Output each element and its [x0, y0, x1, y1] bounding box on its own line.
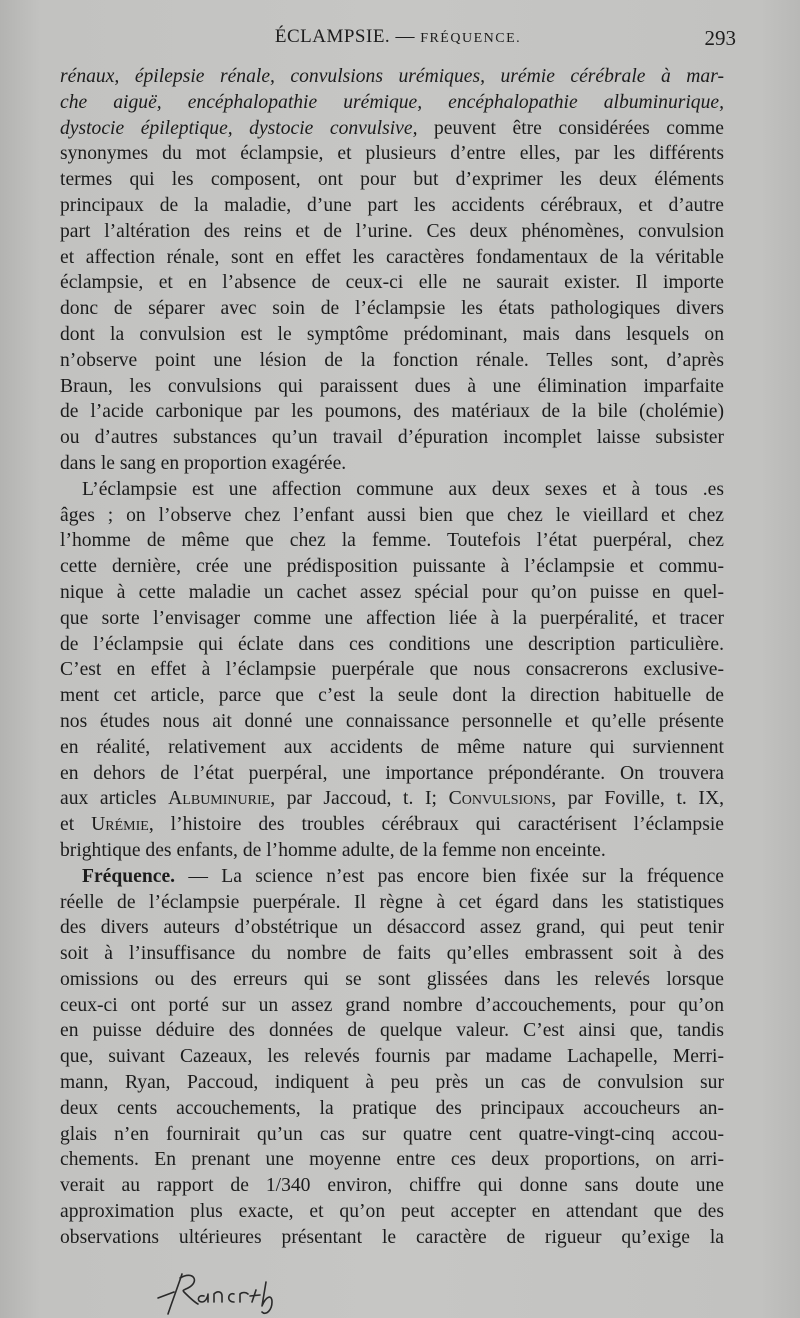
text-line: réelle de l’éclampsie puerpérale. Il règne à cet égard dans les statistiques — [60, 891, 724, 913]
text-line: de l’acide carbonique par les poumons, des matériaux de la bile (cholémie) — [60, 401, 724, 423]
running-header — [60, 26, 736, 56]
text-line: en puisse déduire des données de quelque valeur. C’est ainsi que, tandis — [60, 1020, 724, 1042]
article-reference: Urémie — [91, 814, 149, 836]
text-line: et Urémie, l’histoire des troubles cérébraux qui caractérisent l’éclampsie — [60, 814, 724, 836]
section-heading: Fréquence. — [82, 865, 176, 887]
text-line: synonymes du mot éclampsie, et plusieurs d’entre elles, par les différents — [60, 143, 724, 165]
text-line: des divers auteurs d’obstétrique un désaccord assez grand, qui peut tenir — [60, 917, 724, 939]
text-line: dans le sang en proportion exagérée. — [60, 452, 347, 474]
text-line: en dehors de l’état puerpéral, une importance prépondérante. On trouvera — [60, 762, 724, 784]
text-line: termes qui les composent, ont pour but d’exprimer les deux éléments — [60, 169, 724, 191]
text-line: mann, Ryan, Paccoud, indiquent à peu près un cas de convulsion sur — [60, 1072, 724, 1094]
text-line: ceux-ci ont porté sur un assez grand nombre d’accouchements, pour qu’on — [60, 994, 724, 1016]
text-line: observations ultérieures présentant le caractère de rigueur qu’exige la — [60, 1226, 724, 1248]
text-line: glais n’en fournirait qu’un cas sur quatre cent quatre-vingt-cinq accou- — [60, 1123, 724, 1145]
text-line: et affection rénale, sont en effet les caractères fondamentaux de la véritable — [60, 246, 724, 268]
text-line: omissions ou des erreurs qui se sont glissées dans les relevés lorsque — [60, 968, 724, 990]
article-reference: Convulsions — [448, 788, 552, 810]
text-line: en réalité, relativement aux accidents de même nature qui surviennent — [60, 736, 724, 758]
text-line: n’observe point une lésion de la fonction rénale. Telles sont, d’après — [60, 349, 724, 371]
text-line: Fréquence. — La science n’est pas encore bien fixée sur la fréquence — [82, 865, 724, 887]
title-dash: — — [395, 26, 415, 47]
text-line: donc de séparer avec soin de l’éclampsie les états pathologiques divers — [60, 298, 724, 320]
body-text — [60, 64, 724, 1251]
text-line: approximation plus exacte, et qu’on peut accepter en attendant que des — [60, 1201, 724, 1223]
text-line: che aiguë, encéphalopathie urémique, encéphalopathie albuminurique, — [60, 91, 724, 113]
title-section: FRÉQUENCE. — [420, 31, 522, 46]
text-line: dystocie épileptique, dystocie convulsive, peuvent être considérées comme — [60, 117, 724, 139]
text-line: de l’éclampsie qui éclate dans ces conditions une description particulière. — [60, 633, 724, 655]
text-line: l’homme de même que chez la femme. Toutefois l’état puerpéral, chez — [60, 530, 724, 552]
text-line: que sorte l’envisager comme une affection liée à la puerpéralité, et tracer — [60, 607, 724, 629]
text-line: nos études nous ait donné une connaissance personnelle et qu’elle présente — [60, 710, 724, 732]
text-line: que, suivant Cazeaux, les relevés fournis par madame Lachapelle, Merri- — [60, 1046, 724, 1068]
title-main: ÉCLAMPSIE. — [274, 26, 391, 47]
text-line: chements. En prenant une moyenne entre ces deux proportions, on arri- — [60, 1149, 724, 1171]
text-line: brightique des enfants, de l’homme adulte, de la femme non enceinte. — [60, 839, 606, 861]
text-line: dont la convulsion est le symptôme prédominant, mais dans lesquels on — [60, 323, 724, 345]
page-number: 293 — [704, 26, 736, 50]
text-line: cette dernière, crée une prédisposition puissante à l’éclampsie et commu- — [60, 556, 724, 578]
text-line: deux cents accouchements, la pratique des principaux accoucheurs an- — [60, 1097, 724, 1119]
text-line: principaux de la maladie, d’une part les accidents cérébraux, et d’autre — [60, 194, 724, 216]
text-line: part l’altération des reins et de l’urine. Ces deux phénomènes, convulsion — [60, 220, 724, 242]
running-title — [60, 26, 736, 48]
text-line: rénaux, épilepsie rénale, convulsions urémiques, urémie cérébrale à mar- — [60, 66, 724, 87]
text-line: verait au rapport de 1/340 environ, chiffre qui donne sans doute une — [60, 1175, 724, 1197]
article-reference: Albuminurie — [168, 788, 271, 810]
text-line: ou d’autres substances qu’un travail d’épuration incomplet laisse subsister — [60, 427, 724, 449]
text-line: Braun, les convulsions qui paraissent dues à une élimination imparfaite — [60, 375, 724, 397]
text-line: éclampsie, et en l’absence de ceux-ci elle ne saurait exister. Il importe — [60, 272, 724, 294]
handwritten-signature — [148, 1262, 308, 1318]
text-line: L’éclampsie est une affection commune aux deux sexes et à tous .es — [82, 478, 724, 500]
text-line: aux articles Albuminurie, par Jaccoud, t. I; Convulsions, par Foville, t. IX, — [60, 788, 725, 810]
text-line: nique à cette maladie un cachet assez spécial pour qu’on puisse en quel- — [60, 581, 724, 603]
text-line: C’est en effet à l’éclampsie puerpérale que nous consacrerons exclusive- — [60, 659, 724, 681]
text-line: soit à l’insuffisance du nombre de faits qu’elles embrassent soit à des — [60, 943, 724, 965]
text-line: ment cet article, parce que c’est la seule dont la direction habituelle de — [60, 685, 724, 707]
text-line: âges ; on l’observe chez l’enfant aussi bien que chez le vieillard et chez — [60, 504, 724, 526]
